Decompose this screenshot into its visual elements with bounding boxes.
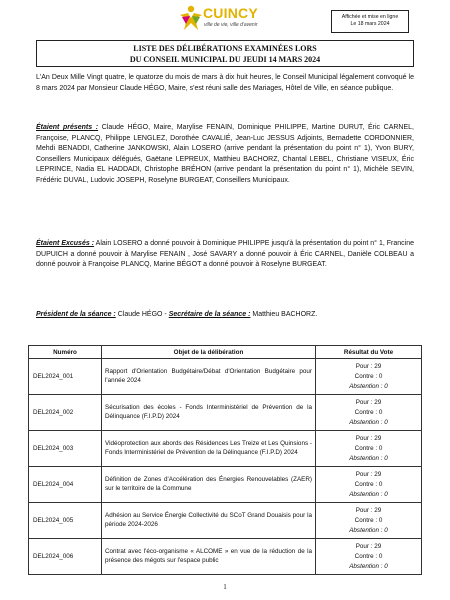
vote-pour: Pour : 29 (355, 506, 382, 514)
vote-pour: Pour : 29 (355, 398, 382, 406)
title-line-1: LISTE DES DÉLIBÉRATIONS EXAMINÉES LORS (133, 44, 317, 53)
row-number: DEL2024_002 (29, 395, 102, 431)
row-number: DEL2024_006 (29, 539, 102, 575)
vote-abstention: Abstention : 0 (349, 562, 388, 570)
table-row (29, 431, 422, 467)
row-number: DEL2024_003 (29, 431, 102, 467)
row-objet: Contrat avec l'éco-organisme « ALCOME » en vue de la réduction de la présence des mégots sur l'espace public (102, 539, 316, 575)
vote-abstention: Abstention : 0 (349, 418, 388, 426)
table-row (29, 395, 422, 431)
stamp-line-1: Affichée et mise en ligne (341, 14, 399, 20)
excuses-paragraph (36, 239, 414, 271)
row-number: DEL2024_004 (29, 467, 102, 503)
vote-abstention: Abstention : 0 (349, 382, 388, 390)
presents-paragraph (36, 123, 414, 186)
vote-contre: Contre : 0 (354, 552, 383, 560)
header-objet: Objet de la délibération (102, 346, 316, 359)
stamp-line-2: Le 18 mars 2024 (350, 21, 390, 27)
vote-abstention: Abstention : 0 (349, 490, 388, 498)
header-resultat: Résultat du Vote (316, 346, 422, 359)
logo-figure-icon (178, 4, 204, 32)
vote-pour: Pour : 29 (355, 434, 382, 442)
row-objet: Rapport d'Orientation Budgétaire/Débat d'Orientation Budgétaire pour l'année 2024 (102, 359, 316, 395)
seance-officers (36, 311, 414, 318)
vote-contre: Contre : 0 (354, 516, 383, 524)
vote-contre: Contre : 0 (354, 480, 383, 488)
header-numero: Numéro (29, 346, 102, 359)
excuses-text: Alain LOSERO a donné pouvoir à Dominique PHILIPPE jusqu'à la présentation du point n° 1, Francine DUPUICH a donné pouvoir à Marylise FENAIN , José SAVARY a donné pouvoir à Éric CARNEL, Danièle COLBEAU a donné pouvoir à Françoise PLANCQ, Marine BÉGOT a donné pouvoir à Roselyne BURGEAT. (36, 240, 414, 268)
table-header-row (29, 346, 422, 359)
president-name: Claude HÉGO - (117, 311, 167, 318)
row-objet: Vidéoprotection aux abords des Résidences Les Treize et Les Quinsions - Fonds Interministériel de Prévention de la Délinquance (F.I.P.D) 2024 (102, 431, 316, 467)
vote-contre: Contre : 0 (354, 408, 383, 416)
deliberations-table (28, 345, 422, 575)
page-title (36, 40, 414, 67)
vote-abstention: Abstention : 0 (349, 454, 388, 462)
logo-tagline: ville de vie, ville d'avenir (204, 22, 258, 28)
presents-text: Claude HÉGO, Maire, Marylise FENAIN, Dominique PHILIPPE, Martine DURUT, Éric CARNEL, Françoise, PLANCQ, Philippe LENGLEZ, Dorothée CAVALIÉ, Jean-Luc JESSUS Adjoints, Bernadette CORDONNIER, Mehdi BENADDI, Catherine JANKOWSKI, Alain LOSERO (arrive pendant la présentation du point n° 1), Yvon BURY, Conseillers Municipaux délégués, Gaëtane LEPREUX, Matthieu BACHORZ, Chantal LEBEL, Christiane VISEUX, Éric LEPRINCE, Nadia EL HADDADI, Christophe BRÉHON (arrive pendant la présentation du point n° 1), Michèle SEVIN, Frédéric DUVAL, Ludovic JOSEPH, Roselyne BURGEAT, Conseillers Municipaux. (36, 124, 414, 184)
city-logo (178, 4, 298, 32)
row-result (316, 503, 422, 539)
table-row (29, 503, 422, 539)
president-label: Président de la séance : (36, 311, 116, 318)
row-number: DEL2024_005 (29, 503, 102, 539)
row-result (316, 539, 422, 575)
vote-abstention: Abstention : 0 (349, 526, 388, 534)
excuses-label: Étaient Excusés : (36, 240, 95, 247)
vote-pour: Pour : 29 (355, 542, 382, 550)
row-objet: Définition de Zones d'Accélération des Énergies Renouvelables (ZAER) sur le territoire de la Commune (102, 467, 316, 503)
row-number: DEL2024_001 (29, 359, 102, 395)
vote-contre: Contre : 0 (354, 444, 383, 452)
row-result (316, 431, 422, 467)
row-result (316, 395, 422, 431)
vote-pour: Pour : 29 (355, 470, 382, 478)
secretaire-label: Secrétaire de la séance : (168, 311, 251, 318)
page-number: 1 (223, 583, 227, 591)
secretaire-name: Matthieu BACHORZ. (252, 311, 318, 318)
logo-name: CUINCY (203, 5, 258, 21)
row-objet: Adhésion au Service Énergie Collectivité du SCoT Grand Douaisis pour la période 2024-2026 (102, 503, 316, 539)
title-line-2: DU CONSEIL MUNICIPAL DU JEUDI 14 MARS 2024 (129, 55, 321, 64)
table-row (29, 467, 422, 503)
intro-paragraph: L'An Deux Mille Vingt quatre, le quatorze du mois de mars à dix huit heures, le Conseil Municipal légalement convoqué le 8 mars 2024 par Monsieur Claude HÉGO, Maire, s'est réuni salle des Mariages, Hôtel de Ville, en séance publique. (36, 74, 414, 92)
vote-pour: Pour : 29 (355, 362, 382, 370)
row-objet: Sécurisation des écoles - Fonds Interministériel de Prévention de la Délinquance (F.I.P.D) 2024 (102, 395, 316, 431)
row-result (316, 359, 422, 395)
vote-contre: Contre : 0 (354, 372, 383, 380)
table-row (29, 539, 422, 575)
table-row (29, 359, 422, 395)
presents-label: Étaient présents : (36, 124, 99, 131)
row-result (316, 467, 422, 503)
publication-stamp (331, 10, 409, 33)
